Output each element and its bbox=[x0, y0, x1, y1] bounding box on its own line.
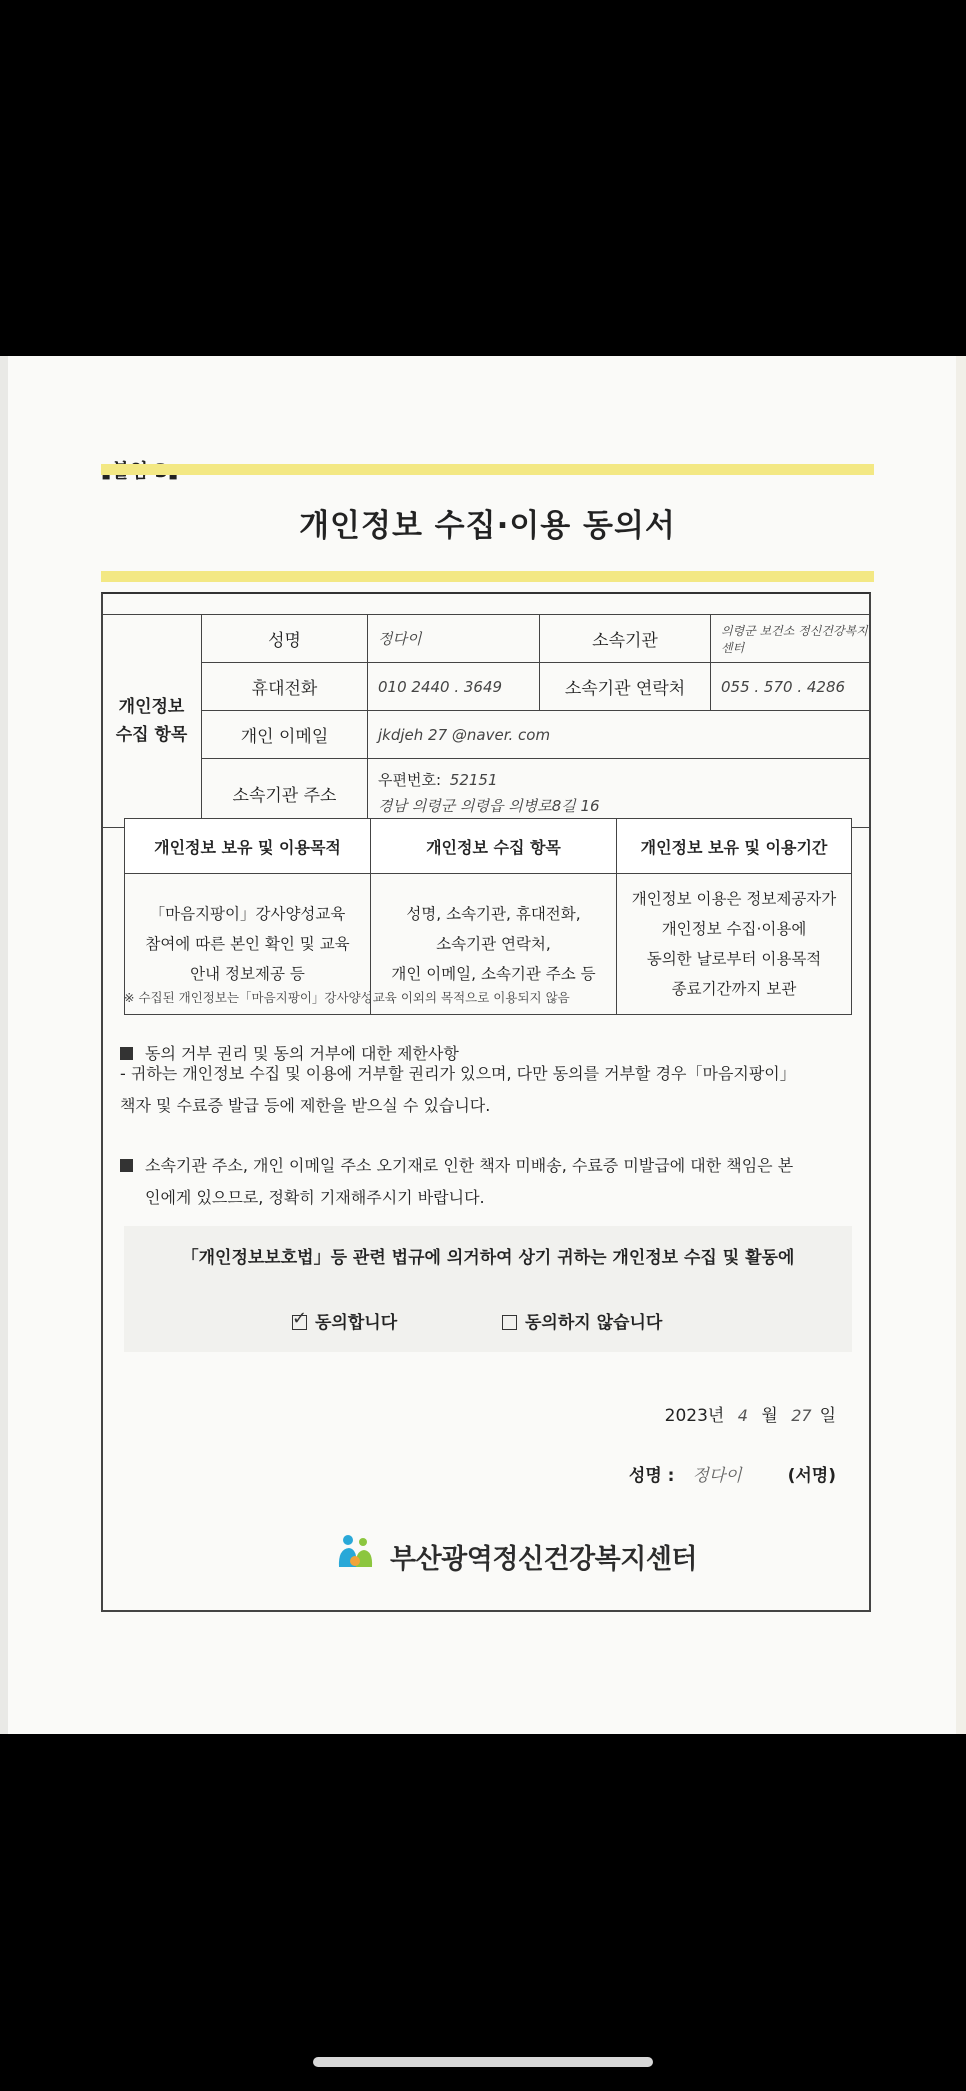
date-year: 2023년 bbox=[664, 1406, 725, 1426]
address-label: 소속기관 주소 bbox=[202, 759, 368, 828]
purpose-table bbox=[124, 818, 852, 1015]
disagree-label: 동의하지 않습니다 bbox=[525, 1313, 663, 1333]
paper-edge-right bbox=[956, 356, 966, 1734]
refusal-body: - 귀하는 개인정보 수집 및 이용에 거부할 권리가 있으며, 다만 동의를 거부할 경우「마음지팡이」 책자 및 수료증 발급 등에 제한을 받으실 수 있습니다. bbox=[120, 1064, 796, 1115]
date-day-label: 일 bbox=[819, 1406, 836, 1426]
section-label: 개인정보 수집 항목 bbox=[102, 615, 202, 828]
items-header: 개인정보 수집 항목 bbox=[371, 819, 617, 874]
phone-field[interactable]: 010 2440 . 3649 bbox=[368, 663, 540, 711]
checked-checkbox-icon[interactable] bbox=[292, 1315, 307, 1330]
date-day[interactable]: 27 bbox=[791, 1406, 812, 1425]
responsibility-text: 소속기관 주소, 개인 이메일 주소 오기재로 인한 책자 미배송, 수료증 미발급에 대한 책임은 본 인에게 있으므로, 정확히 기재해주시기 바랍니다. bbox=[145, 1156, 794, 1207]
family-logo-icon bbox=[336, 1533, 376, 1579]
signature-label: 성명 : bbox=[628, 1466, 675, 1486]
signature-name[interactable]: 정다이 bbox=[692, 1466, 742, 1486]
org-logo bbox=[336, 1533, 697, 1579]
org-phone-label: 소속기관 연락처 bbox=[540, 663, 711, 711]
agree-label: 동의합니다 bbox=[315, 1313, 398, 1333]
name-label: 성명 bbox=[202, 615, 368, 663]
period-cell: 개인정보 이용은 정보제공자가 개인정보 수집·이용에 동의한 날로부터 이용목적 종료기간까지 보관 bbox=[617, 874, 852, 1015]
disagree-option[interactable] bbox=[502, 1308, 662, 1333]
date-month-label: 월 bbox=[761, 1406, 778, 1426]
refusal-heading-text: 동의 거부 권리 및 동의 거부에 대한 제한사항 bbox=[145, 1044, 459, 1063]
address-value: 경남 의령군 의령읍 의병로8길 16 bbox=[378, 797, 600, 815]
purpose-cell: 「마음지팡이」강사양성교육 참여에 따른 본인 확인 및 교육 안내 정보제공 등 bbox=[125, 874, 371, 1015]
responsibility-notice bbox=[120, 1150, 855, 1214]
org-phone-field[interactable]: 055 . 570 . 4286 bbox=[711, 663, 870, 711]
personal-info-table bbox=[101, 614, 870, 828]
postal-label: 우편번호: bbox=[378, 771, 442, 789]
signing-date bbox=[665, 1401, 836, 1426]
date-month[interactable]: 4 bbox=[737, 1406, 748, 1425]
checkbox-icon[interactable] bbox=[502, 1315, 517, 1330]
paper-edge bbox=[0, 356, 8, 1734]
email-label: 개인 이메일 bbox=[202, 711, 368, 759]
postal-value: 52151 bbox=[449, 771, 498, 789]
square-bullet-icon bbox=[120, 1159, 133, 1172]
document-title: 개인정보 수집·이용 동의서 bbox=[299, 508, 676, 544]
signature-line bbox=[629, 1461, 836, 1486]
org-label: 소속기관 bbox=[540, 615, 711, 663]
period-header: 개인정보 보유 및 이용기간 bbox=[617, 819, 852, 874]
home-indicator[interactable] bbox=[313, 2057, 653, 2067]
name-field[interactable]: 정다이 bbox=[368, 615, 540, 663]
purpose-header: 개인정보 보유 및 이용목적 bbox=[125, 819, 371, 874]
items-cell: 성명, 소속기관, 휴대전화, 소속기관 연락처, 개인 이메일, 소속기관 주소 등 bbox=[371, 874, 617, 1015]
email-field[interactable]: jkdjeh 27 @naver. com bbox=[368, 711, 870, 759]
org-logo-text: 부산광역정신건강복지센터 bbox=[390, 1543, 697, 1575]
usage-note: ※ 수집된 개인정보는「마음지팡이」강사양성교육 이외의 목적으로 이용되지 않음 bbox=[124, 990, 570, 1005]
agree-option[interactable] bbox=[292, 1308, 397, 1333]
phone-label: 휴대전화 bbox=[202, 663, 368, 711]
signature-sign-label: (서명) bbox=[787, 1466, 836, 1486]
org-field[interactable]: 의령군 보건소 정신건강복지센터 bbox=[711, 615, 870, 663]
consent-statement: 「개인정보보호법」등 관련 법규에 의거하여 상기 귀하는 개인정보 수집 및 활동에 bbox=[181, 1248, 795, 1268]
highlight-band-bottom bbox=[101, 571, 874, 582]
highlight-band-top bbox=[101, 464, 874, 475]
